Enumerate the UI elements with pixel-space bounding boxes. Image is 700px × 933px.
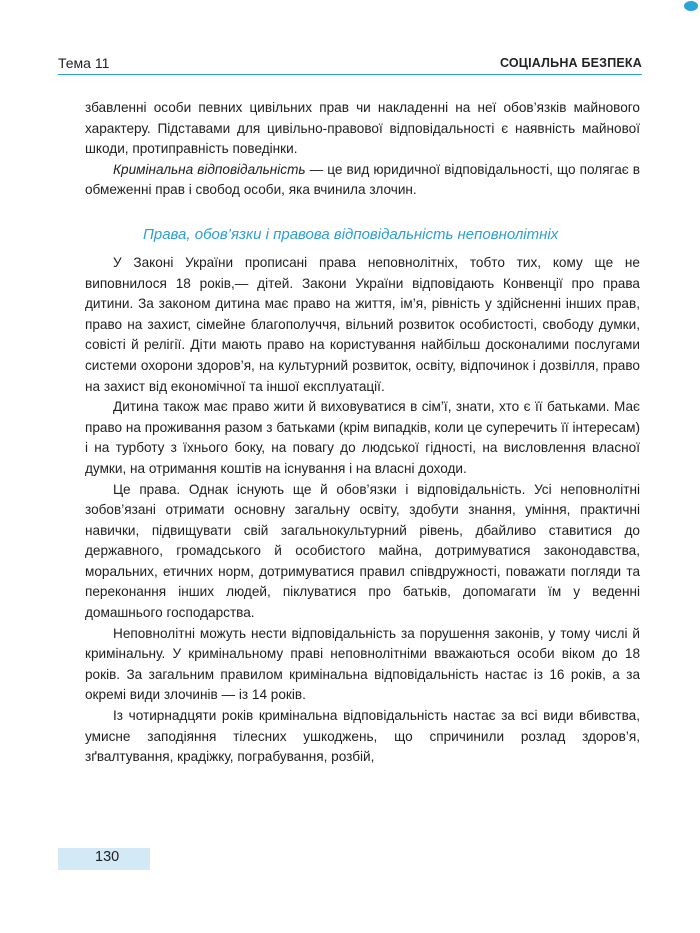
paragraph-4: Неповнолітні можуть нести відповідальність за порушення законів, у тому числі й кримінальну. У кримінальному праві неповнолітніми вважаються особи віком до 18 років. За загальним правилом кримінальна відповідальність настає із 16 років, а за окремі види злочинів — із 14 років. — [85, 625, 640, 703]
page-number: 130 — [95, 849, 120, 865]
corner-logo-mark — [684, 1, 698, 11]
paragraph-2: Дитина також має право жити й виховуватися в сім’ї, знати, хто є її батьками. Має право на проживання разом з батьками (крім випадків, коли це суперечить її інтересам) і на турботу з їхнього боку, на повагу до людської гідності, на висловлення власної думки, на отримання коштів на існування і на власні доходи. — [85, 399, 640, 476]
paragraph-5: Із чотирнадцяти років кримінальна відповідальність настає за всі види вбивства, умисне заподіяння тілесних ушкоджень, що спричинили розлад здоров’я, зґвалтування, крадіжку, пограбування, розбій, — [85, 708, 640, 765]
criminal-definition-paragraph — [85, 160, 640, 201]
section-subheading: Права, обов’язки і правова відповідальність неповнолітніх — [143, 225, 559, 243]
intro-paragraph: збавленні особи певних цивільних прав чи накладенні на неї обов’язків майнового характеру. Підставами для цивільно-правової відповідальності є наявність майнової шкоди, протиправність поведінки. — [85, 100, 640, 157]
section-title: СОЦІАЛЬНА БЕЗПЕКА — [499, 56, 642, 70]
criminal-definition-text: — це вид юридичної відповідальності, що полягає в обмеженні прав і свобод особи, яка вчинила злочин. — [85, 161, 640, 198]
paragraph-1: У Законі України прописані права неповнолітніх, тобто тих, кому ще не виповнилося 18 років,— дітей. Закони України відповідають Конвенції про права дитини. За законом дитина має право на життя, ім’я, рівність у здійсненні інших прав, право на захист, сімейне благополуччя, вільний розвиток особистості, свободу думки, совісті й релігії. Діти мають право на користування найбільш досконалими послугами системи охорони здоров’я, на культурний розвиток, освіту, відпочинок і дозвілля, право на захист від економічної та іншої експлуатації. — [85, 254, 640, 394]
paragraph-3: Це права. Однак існують ще й обов’язки і відповідальність. Усі неповнолітні зобов’язані отримати основну загальну освіту, здобути знання, уміння, практичні навички, підвищувати свій загальнокультурний рівень, дбайливо ставитися до державного, громадського й особистого майна, дотримуватися законодавства, моральних, етичних норм, дотримуватися правил співдружності, поважати погляди та переконання інших людей, піклуватися про батьків, допомагати їм у веденні домашнього господарства. — [85, 481, 640, 621]
criminal-term: Кримінальна відповідальність — [113, 161, 306, 177]
page-header — [58, 52, 642, 75]
topic-label: Тема 11 — [58, 55, 110, 71]
page-content — [85, 98, 640, 768]
